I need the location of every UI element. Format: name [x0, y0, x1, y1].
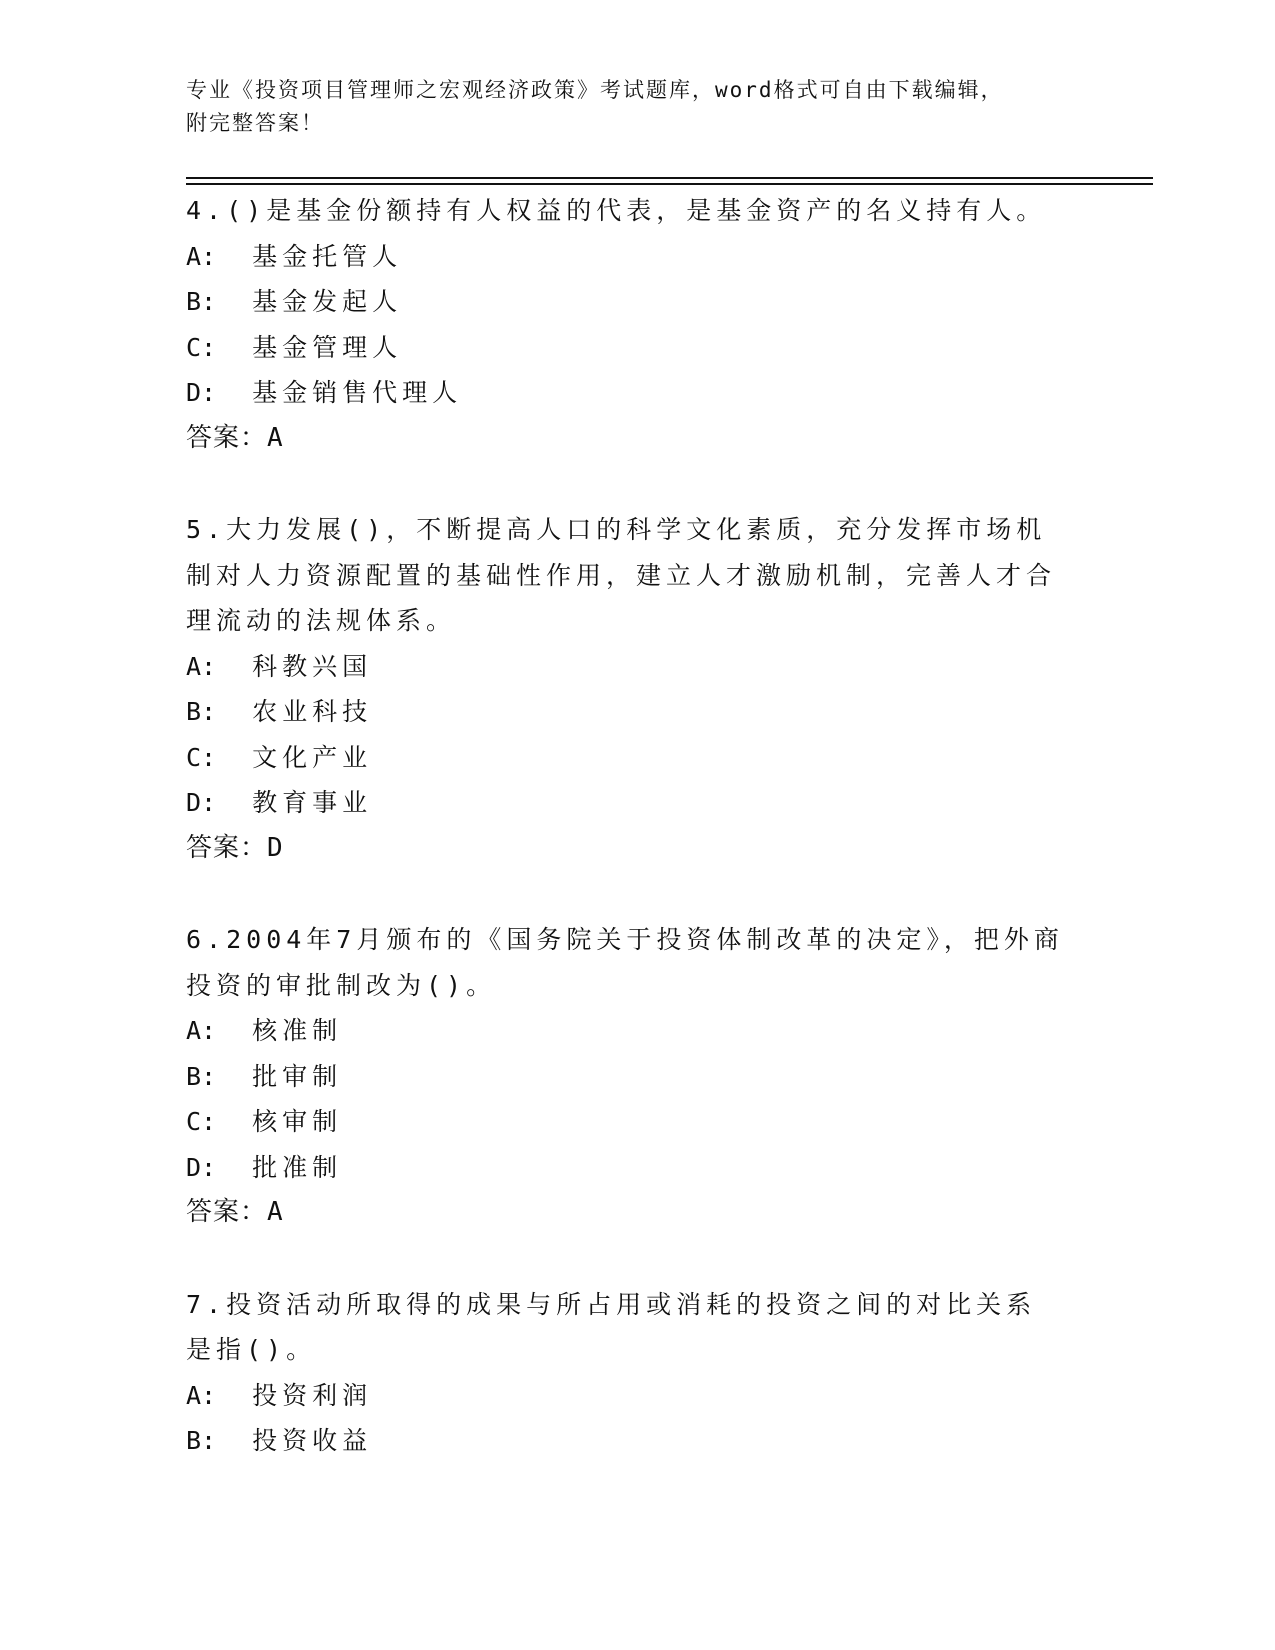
option-a: [186, 1008, 1066, 1054]
option-c: [186, 1099, 1066, 1145]
option-text: 农业科技: [252, 697, 373, 726]
header-line-2: 附完整答案！: [186, 111, 324, 135]
option-text: 基金发起人: [252, 287, 403, 316]
question-list: [186, 188, 1066, 1510]
option-letter: B:: [186, 287, 217, 316]
option-letter: B:: [186, 1061, 217, 1091]
option-a: [186, 234, 1066, 280]
answer-line: [186, 416, 1066, 462]
option-b: [186, 1054, 1066, 1100]
answer-line: [186, 1190, 1066, 1236]
question-stem: 4.()是基金份额持有人权益的代表，是基金资产的名义持有人。: [186, 196, 1047, 225]
answer-value: D: [267, 832, 284, 863]
question-4: [186, 188, 1066, 461]
option-letter: D:: [186, 1152, 217, 1182]
question-5: [186, 507, 1066, 871]
header-divider-bottom: [186, 183, 1153, 185]
option-text: 基金托管人: [252, 241, 403, 271]
option-letter: C:: [186, 332, 217, 362]
option-letter: A:: [186, 651, 217, 681]
answer-line: [186, 826, 1066, 872]
option-text: 教育事业: [252, 788, 373, 817]
answer-value: A: [267, 1197, 284, 1227]
option-letter: A:: [186, 1016, 217, 1045]
option-c: [186, 325, 1066, 371]
option-d: [186, 370, 1066, 416]
question-7: [186, 1282, 1066, 1464]
option-text: 核准制: [252, 1016, 343, 1045]
header-line-1: 专业《投资项目管理师之宏观经济政策》考试题库，word格式可自由下载编辑，: [186, 78, 1004, 102]
option-d: [186, 1145, 1066, 1191]
answer-label: 答案：: [186, 1197, 268, 1227]
option-b: [186, 279, 1066, 325]
question-6: [186, 917, 1066, 1236]
option-letter: A:: [186, 1380, 217, 1410]
option-letter: A:: [186, 241, 217, 271]
option-c: [186, 735, 1066, 781]
option-a: [186, 644, 1066, 690]
header-divider-top: [186, 177, 1153, 179]
option-letter: B:: [186, 697, 217, 726]
option-text: 科教兴国: [252, 651, 373, 681]
option-text: 基金销售代理人: [252, 378, 463, 407]
option-text: 核审制: [252, 1107, 343, 1136]
answer-label: 答案：: [186, 832, 268, 863]
option-letter: D:: [186, 788, 217, 817]
option-letter: C:: [186, 1107, 217, 1136]
option-text: 投资收益: [252, 1426, 373, 1455]
question-stem: 6.2004年7月颁布的《国务院关于投资体制改革的决定》，把外商投资的审批制改为()。: [186, 925, 1064, 1000]
question-stem: 7.投资活动所取得的成果与所占用或消耗的投资之间的对比关系是指()。: [186, 1289, 1037, 1364]
option-letter: B:: [186, 1426, 217, 1455]
option-letter: C:: [186, 742, 217, 772]
option-a: [186, 1373, 1066, 1419]
option-letter: D:: [186, 378, 217, 407]
option-text: 基金管理人: [252, 332, 403, 362]
option-text: 文化产业: [252, 742, 373, 772]
option-d: [186, 780, 1066, 826]
option-text: 批准制: [252, 1152, 343, 1182]
option-b: [186, 689, 1066, 735]
option-text: 批审制: [252, 1061, 343, 1091]
option-b: [186, 1418, 1066, 1464]
question-stem: 5.大力发展()，不断提高人口的科学文化素质，充分发挥市场机制对人力资源配置的基础性作用，建立人才激励机制，完善人才合理流动的法规体系。: [186, 515, 1057, 635]
option-text: 投资利润: [252, 1380, 373, 1410]
answer-label: 答案：: [186, 422, 268, 453]
document-header: [186, 74, 1086, 140]
answer-value: A: [267, 422, 284, 453]
